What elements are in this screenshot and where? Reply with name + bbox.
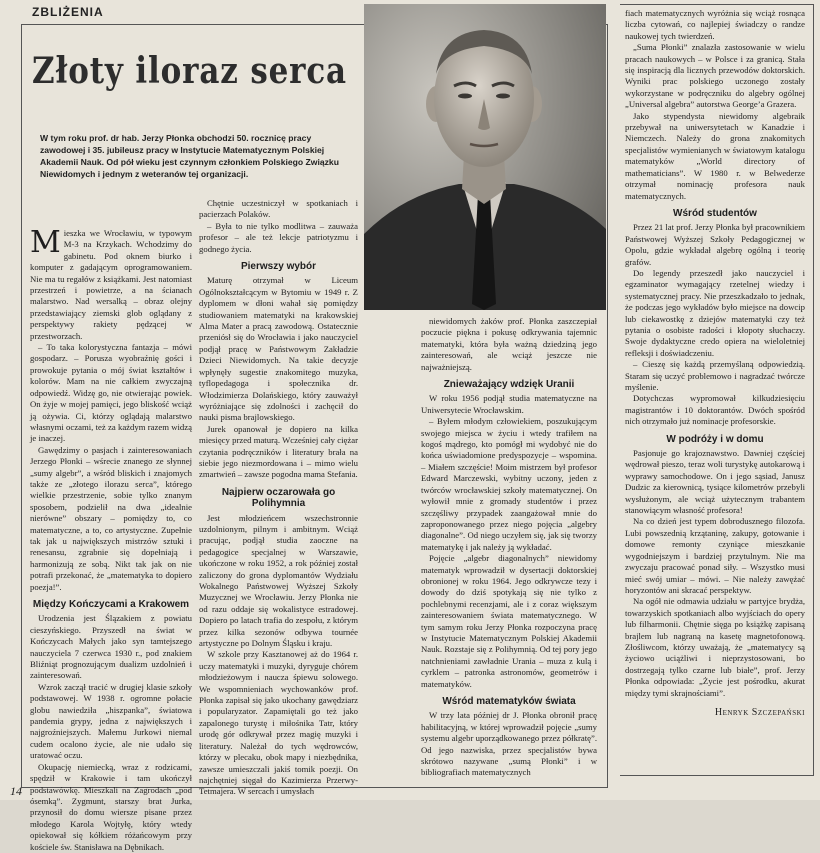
paragraph: Przez 21 lat prof. Jerzy Płonka był pracownikiem Państwowej Wyższej Szkoły Pedagogicznej w Opolu, gdzie wykładał algebrę ogólną i teorię grafów. (625, 222, 805, 267)
paragraph: Do legendy przeszedł jako nauczyciel i egzaminator wymagający rzetelnej wiedzy i systematycznej pracy. Nie przeszkadzało to jednak, że podczas jego wykładów było miejsce na dowcip lub ciekawostkę z dziejów matematyki czy też pytania o osobiste radości i kłopoty słuchaczy. Swoje dydaktyczne credo opiera na wieloletniej refleksji i doświadczeniu. (625, 267, 805, 358)
subheading: W podróży i w domu (666, 433, 764, 445)
paragraph: Na co dzień jest typem dobrodusznego filozofa. Lubi powszednią krzątaninę, zakupy, gotowanie i domowe remonty czyniące mieszkanie wygodniejszym i bardziej przytulnym. Nie ma zwyczaju pracować ponad siły. – Wszystko musi mieć swój umiar – mówi. – Nie należy zawężać horyzontów ani skracać perspektyw. (625, 516, 805, 595)
drop-cap: M (30, 225, 61, 260)
paragraph: niewidomych żaków prof. Płonka zaszczepiał poczucie piękna i pokusę odkrywania tajemnic matematyki, która była ważną dziedziną jego zainteresowań, ale wciąż jeszcze nie najważniejszą. (421, 316, 597, 372)
column-4 (625, 8, 805, 718)
portrait-illustration (364, 4, 606, 310)
paragraph: Pojęcie „algebr diagonalnych” niewidomy matematyk wprowadził w dysertacji doktorskiej obronionej w roku 1964. Jego odkrywcze tezy i dowody do dziś spotykają się nie tylko z pochlebnymi recenzjami, ale i z coraz większym zainteresowaniem świata matematycznego. W tym samym roku Jerzy Płonka rozpoczyna pracę w Instytucie Matematycznym Polskiej Akademii Nauk. Rozstaje się z Polihymnią. Od tej pory jego natchnieniami zawładnie Urania – muza z kulą i cyrklem – patronka astronomów, geometrów i matematyków. (421, 553, 597, 689)
column-2 (199, 198, 358, 798)
paragraph: Mieszka we Wrocławiu, w typowym M-3 na Krzykach. Wchodzimy do gabinetu. Pod oknem biurko i komputer z gadającym oprogramowaniem. Nie ma tu regałów z książkami. Jest natomiast przestrzeń i powietrze, a na ścianach malarstwo. Nad wersalką – obraz olejny przedstawiający ziemski glob oglądany z perspektywy rakiety pędzącej w przestworzach. (30, 225, 192, 341)
portrait-photo (364, 4, 606, 310)
paragraph: – To taka kolorystyczna fantazja – mówi gospodarz. – Porusza wyobraźnię gości i prowokuje pytania o mój świat kształtów i kolorów. Mam na nie całkiem zwyczajną odpowiedź. Widzę go, nie otwierając powiek. On żyje w mojej pamięci, jego bliskość wciąż ją ożywia. Ci, którzy oglądają malarstwo własnymi oczami, też za każdym razem widzą je inaczej. (30, 342, 192, 444)
paragraph: „Suma Płonki” znalazła zastosowanie w wielu pracach naukowych – w Polsce i za granicą. Stała się inspiracją dla licznych przewodów doktorskich. Wyniki prac polskiego uczonego zostały wykorzystane w podręczniku do algebry ogólnej „Universal algebra” autorstwa George’a Grazera. (625, 42, 805, 110)
paragraph: Jako stypendysta niewidomy algebraik przebywał na uniwersytetach w Kanadzie i Niemczech. Należy do grona znakomitych specjalistów wymienianych w światowym katalogu matematyków „World directory of mathematicians”. W 1980 r. w Belwederze otrzymał nominację profesora nauk matematycznych. (625, 110, 805, 201)
author-signature: Henryk Szczepański (714, 706, 805, 718)
paragraph: W trzy lata później dr J. Płonka obronił pracę habilitacyjną, w której wprowadził pojęcie „sumy systemu algebr uporządkowanego przez półkratę”. Od jego nazwiska, przez specjalistów bywa skrótowo nazywane „sumą Płonki” i w bibliografiach matematycznych (421, 710, 597, 778)
subheading: Wśród matematyków świata (442, 696, 576, 707)
subheading: Między Kończycami a Krakowem (32, 599, 190, 610)
article-title: Złoty iloraz serca (32, 50, 347, 92)
paragraph: Jurek opanował je dopiero na kilka miesięcy przed maturą. Wcześniej cały ciężar czytania podręczników i literatury brała na siebie jego niezmordowana i – mimo wielu zmartwień – zawsze pogodna mama Stefania. (199, 423, 358, 480)
subheading: Pierwszy wybór (240, 261, 317, 273)
paragraph: Chętnie uczestniczył w spotkaniach i pacierzach Polaków. (199, 198, 358, 220)
paragraph: Jest młodzieńcem wszechstronnie uzdolnionym, pilnym i ambitnym. Wciąż pracując, podjął studia zaoczne na pedagogice specjalnej w Warszawie, ukończone w roku 1952, a rok później został zaliczony do grona dyplomantów Wydziału Wokalnego Państwowej Wyższej Szkoły Muzycznej we Wrocławiu. Jerzy Płonka nie od razu oddaje się wokalistyce estradowej. Dopiero po latach trafia do zespołu, z którym przez kilka sezonów odbywa tournée artystyczne po Dolnym Śląsku i kraju. (199, 512, 358, 649)
paragraph: Okupację niemiecką, wraz z rodzicami, spędził w Krakowie i tam ukończył podstawówkę. Mieszkali na Zagrodach „pod ósemką”. Zygmunt, starszy brat Jurka, przynosił do domu wiersze pisane przez młodego Karola Wojtyłę, który wtedy opiekował się kółkiem różańcowym przy kościele św. Stanisława na Dębnikach. (30, 761, 192, 852)
paragraph: W roku 1956 podjął studia matematyczne na Uniwersytecie Wrocławskim. (421, 393, 597, 415)
paragraph: Maturę otrzymał w Liceum Ogólnokształcącym w Bytomiu w 1949 r. Z dyplomem w dłoni wahał się pomiędzy studiowaniem matematyki na krakowskiej Alma Mater a pracą zawodową. Ostatecznie przeniósł się do Wrocławia i jako nauczyciel podjął pracę w Państwowym Zakładzie Dzieci Niewidomych. Na takie decyzje wpłynęły sugestie znakomitego muzyka, tyflopedagoga i społecznika dr. Włodzimierza Dolańskiego, który zauważył wyróżniające się zdolności i zachęcił do nauki pisma brajlowskiego. (199, 275, 358, 423)
subheading: Znieważający wdzięk Uranii (443, 379, 575, 391)
subheading: Wśród studentów (673, 207, 757, 219)
paragraph: – Była to nie tylko modlitwa – zauważa profesor – ale też lekcje patriotyzmu i godnego życia. (199, 220, 358, 254)
paragraph: Gawędzimy o pasjach i zainteresowaniach Jerzego Płonki – wśrecie znanego ze słynnej „sumy algebr”, a wśród bliskich i znajomych także ze „złotego ilorazu serca”, którego wielkie przestrzenie, sobie tylko znanym sposobem, podzielił na dwa „idealnie nierówne” obszary – pomiędzy to, co matematyczne, a to, co artystyczne. Zupełnie tak jak u największych mistrzów sztuki i renesansu, zgrabnie się dopełniają i harmonizują ze sobą. Nikt tak jak on nie potrafi przekonać, że „matematyka to dopiero poezja!”. (30, 444, 192, 592)
column-3 (421, 316, 597, 779)
subheading: Najpierw oczarowała go Polihymnia (221, 486, 336, 510)
paragraph: fiach matematycznych wyróżnia się wciąż rosnąca liczba cytowań, co najlepiej świadczy o randze naukowej tych twierdzeń. (625, 8, 805, 41)
paragraph: Pasjonuje go krajoznawstwo. Dawniej częściej wędrował pieszo, teraz woli turystykę autokarową i wyprawy samochodowe. On i jego sąsiad, Janusz Dudzic za kierownicą, tysiące kilometrów przebyli wysłużonym, ale wciąż użytecznym trabantem stanowiącym własność profesora! (625, 448, 805, 516)
paragraph: – Cieszę się każdą przemyślaną odpowiedzią. Staram się uczyć problemowo i nagradzać twórcze myślenie. (625, 359, 805, 392)
paragraph: Dotychczas wypromował kilkudziesięciu magistrantów i 10 doktorantów. Dwóch spośród nich otrzymało już nominacje profesorskie. (625, 393, 805, 427)
paragraph: Urodzenia jest Ślązakiem z powiatu cieszyńskiego. Przyszedł na świat w Kończycach Małych jako syn tamtejszego nauczyciela 7 czerwca 1930 r., pod znakiem Bliźniąt prognozującym dualizm uzdolnień i zainteresowań. (30, 613, 192, 681)
article-lead: W tym roku prof. dr hab. Jerzy Płonka obchodzi 50. rocznicę pracy zawodowej i 35. jubileusz pracy w Instytucie Matematycznym Polskiej Akademii Nauk. Od pół wieku jest czynnym członkiem Polskiego Związku Niewidomych i jednym z weteranów tej organizacji. (40, 133, 339, 179)
column-1 (30, 225, 192, 853)
page-number: 14 (10, 784, 22, 798)
paragraph: W szkole przy Kasztanowej aż do 1964 r. uczy matematyki i muzyki, dyryguje chórem młodzieżowym i naucza śpiewu solowego. We wspomnieniach wychowanków prof. Płonka zapisał się jako ukochany gawędziarz i popularyzator. Zapamiętali go też jako zapalonego turystę i miłośnika Tatr, który urodę gór odkrywał przez magię muzyki i literatury. Należał do tych wędrowców, którzy w plecaku, obok mapy i niezbędnika, zawsze umieszczali jakiś tomik poezji. On najchętniej sięgał do Kazimierza Przerwy-Tetmajera. W sercach i umysłach (199, 649, 358, 797)
section-label: ZBLIŻENIA (32, 5, 104, 19)
paragraph: Wzrok zaczął tracić w drugiej klasie szkoły podstawowej. W 1938 r. ogromne połacie globu nawiedziła „hiszpanka”, światowa pandemia grypy, jedna z największych i najgroźniejszych. Małemu Jurkowi niemal cudem ocalono życie, ale nie udało się uratować oczu. (30, 681, 192, 761)
paragraph: – Byłem młodym człowiekiem, poszukującym swojego miejsca w życiu i wtedy trafiłem na kogoś mądrego, kto pomógł mi wydobyć nie do końca uświadomione predyspozycje – wspomina. – Miałem szczęście! Moim mistrzem był profesor Edward Marczewski, wybitny uczony, jeden z twórców wrocławskiej szkoły matematycznej. On wyłowił mnie z gromady studentów i przez szczęśliwy przypadek zaangażował mnie do zaproponowanego przez niego pojęcia „algebry diagonalne”. Od niego uczyłem się, jak się tworzy matematykę i jak należy ją wykładać. (421, 416, 597, 552)
paragraph: Na ogół nie odmawia udziału w partyjce brydża, towarzyskich spotkaniach albo wyjściach do opery lub filharmonii. Chętnie sięga po książkę zapisaną brajlem lub nagraną na kasetę magnetofonową. Złośliwcom, którzy uważają, że „matematycy są życiowo uciążliwi i nieprzystosowani, bo dostrzegają tylko czarne lub białe”, prof. Jerzy Płonka odpowiada: „Życie jest pośrodku, akurat między tymi skrajnościami”. (625, 596, 805, 698)
